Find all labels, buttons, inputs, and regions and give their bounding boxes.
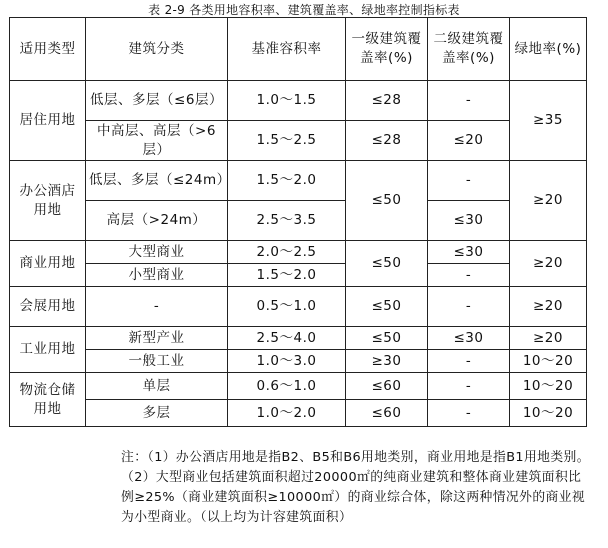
group-residential: 居住用地 — [10, 81, 86, 161]
cell-far: 1.5～2.5 — [228, 121, 346, 161]
cell-cov2: - — [428, 81, 510, 121]
cell-cov2: ≤30 — [428, 201, 510, 241]
group-office-hotel: 办公酒店用地 — [10, 161, 86, 241]
cell-far: 2.5～3.5 — [228, 201, 346, 241]
table-notes — [121, 448, 591, 528]
cell-cov1: ≤50 — [346, 327, 428, 350]
table-row — [10, 241, 587, 264]
group-exhibition: 会展用地 — [10, 287, 86, 327]
cell-far: 2.0～2.5 — [228, 241, 346, 264]
cell-green: ≥20 — [510, 327, 587, 350]
cell-cov2: - — [428, 350, 510, 373]
table-row — [10, 201, 587, 241]
cell-cov1: ≤50 — [346, 287, 428, 327]
cell-cov2: ≤30 — [428, 327, 510, 350]
cell-cov2: - — [428, 264, 510, 287]
cell-far: 1.0～1.5 — [228, 81, 346, 121]
cell-type: 中高层、高层（>6层） — [86, 121, 228, 161]
header-green-ratio: 绿地率(%) — [510, 18, 587, 81]
cell-cov1: ≤28 — [346, 81, 428, 121]
cell-green: 10～20 — [510, 373, 587, 400]
cell-cov2: - — [428, 373, 510, 400]
table-row — [10, 373, 587, 400]
cell-far: 1.5～2.0 — [228, 161, 346, 201]
note-2: （2）大型商业包括建筑面积超过20000㎡的纯商业建筑和整体商业建筑面积比例≥25%（商业建筑面积≥10000㎡）的商业综合体，除这两种情况外的商业视为小型商业。（以上均为计容建筑面积） — [121, 470, 586, 525]
cell-far: 1.5～2.0 — [228, 264, 346, 287]
table-row — [10, 287, 587, 327]
table-row — [10, 121, 587, 161]
cell-cov1: ≥30 — [346, 350, 428, 373]
note-1: 注：（1）办公酒店用地是指B2、B5和B6用地类别，商业用地是指B1用地类别。 — [121, 450, 590, 465]
cell-type: 一般工业 — [86, 350, 228, 373]
cell-type: 大型商业 — [86, 241, 228, 264]
group-logistics: 物流仓储用地 — [10, 373, 86, 427]
table-row — [10, 350, 587, 373]
cell-type: 单层 — [86, 373, 228, 400]
cell-far: 0.6～1.0 — [228, 373, 346, 400]
cell-green: 10～20 — [510, 400, 587, 427]
cell-green-merged: ≥35 — [510, 81, 587, 161]
table-row — [10, 161, 587, 201]
table-row — [10, 400, 587, 427]
cell-cov2: ≤20 — [428, 121, 510, 161]
cell-type: 多层 — [86, 400, 228, 427]
cell-type: 低层、多层（≤24m） — [86, 161, 228, 201]
cell-far: 0.5～1.0 — [228, 287, 346, 327]
cell-type: - — [86, 287, 228, 327]
cell-cov2: - — [428, 161, 510, 201]
cell-green: 10～20 — [510, 350, 587, 373]
header-coverage-2: 二级建筑覆盖率(%) — [428, 18, 510, 81]
table-row — [10, 327, 587, 350]
table-row — [10, 264, 587, 287]
cell-cov2: - — [428, 400, 510, 427]
group-industrial: 工业用地 — [10, 327, 86, 373]
control-index-table — [9, 17, 587, 427]
cell-cov1-merged: ≤50 — [346, 241, 428, 287]
cell-far: 1.0～2.0 — [228, 400, 346, 427]
header-far: 基准容积率 — [228, 18, 346, 81]
cell-green-merged: ≥20 — [510, 241, 587, 287]
cell-type: 小型商业 — [86, 264, 228, 287]
cell-far: 2.5～4.0 — [228, 327, 346, 350]
cell-type: 高层（>24m） — [86, 201, 228, 241]
cell-cov1-merged: ≤50 — [346, 161, 428, 241]
header-land-use: 适用类型 — [10, 18, 86, 81]
table-row — [10, 81, 587, 121]
cell-far: 1.0～3.0 — [228, 350, 346, 373]
cell-type: 低层、多层（≤6层） — [86, 81, 228, 121]
cell-type: 新型产业 — [86, 327, 228, 350]
cell-cov1: ≤60 — [346, 373, 428, 400]
header-building-type: 建筑分类 — [86, 18, 228, 81]
cell-green: ≥20 — [510, 287, 587, 327]
cell-cov2: - — [428, 287, 510, 327]
cell-cov1: ≤28 — [346, 121, 428, 161]
header-coverage-1: 一级建筑覆盖率(%) — [346, 18, 428, 81]
cell-green-merged: ≥20 — [510, 161, 587, 241]
cell-cov1: ≤60 — [346, 400, 428, 427]
table-caption: 表 2-9 各类用地容积率、建筑覆盖率、绿地率控制指标表 — [148, 3, 460, 17]
group-commercial: 商业用地 — [10, 241, 86, 287]
cell-cov2: ≤30 — [428, 241, 510, 264]
header-row — [10, 18, 587, 81]
